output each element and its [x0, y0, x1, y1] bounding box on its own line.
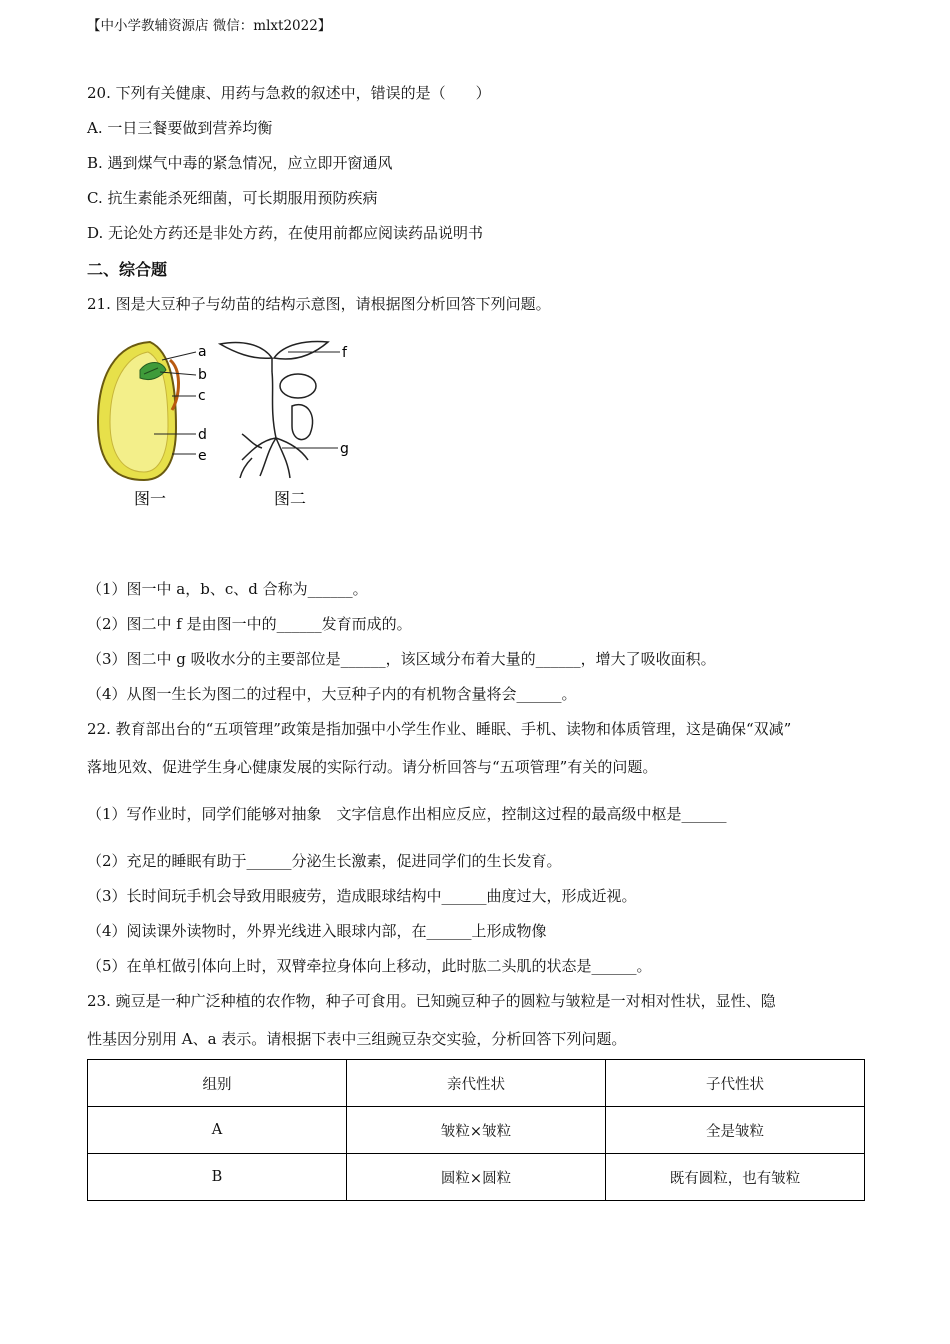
table-row — [88, 1154, 865, 1201]
q22-sub-1: （1）写作业时，同学们能够对抽象 文字信息作出相应反应，控制这过程的最高级中枢是______ — [87, 805, 727, 823]
q20-option-c: C. 抗生素能杀死细菌，可长期服用预防疾病 — [87, 189, 378, 207]
q22-stem-line-1: 22. 教育部出台的“五项管理”政策是指加强中小学生作业、睡眠、手机、读物和体质管理，这是确保“双减” — [87, 720, 792, 738]
section-title: 二、综合题 — [87, 260, 168, 279]
table-cell: B — [88, 1154, 347, 1201]
q21-stem: 21. 图是大豆种子与幼苗的结构示意图，请根据图分析回答下列问题。 — [87, 295, 551, 313]
q21-sub-2: （2）图二中 f 是由图一中的______发育而成的。 — [87, 615, 412, 633]
table-cell: 既有圆粒，也有皱粒 — [606, 1154, 865, 1201]
table-header-cell: 组别 — [88, 1060, 347, 1107]
q21-sub-3: （3）图二中 g 吸收水分的主要部位是______，该区域分布着大量的______，增大了吸收面积。 — [87, 650, 716, 668]
table-row — [88, 1107, 865, 1154]
label-a: a — [198, 344, 207, 360]
seed-illustration — [98, 342, 179, 480]
q20-option-a: A. 一日三餐要做到营养均衡 — [87, 119, 273, 137]
table-header-cell: 亲代性状 — [347, 1060, 606, 1107]
table-cell: 全是皱粒 — [606, 1107, 865, 1154]
q22-stem-line-2: 落地见效、促进学生身心健康发展的实际行动。请分析回答与“五项管理”有关的问题。 — [87, 758, 658, 776]
caption-figure-1: 图一 — [134, 489, 167, 508]
q22-sub-2: （2）充足的睡眠有助于______分泌生长激素，促进同学们的生长发育。 — [87, 852, 562, 870]
q20-stem: 20. 下列有关健康、用药与急救的叙述中，错误的是（ ） — [87, 84, 491, 102]
label-c: c — [198, 388, 206, 404]
table-header-row — [88, 1060, 865, 1107]
table-cell: 圆粒×圆粒 — [347, 1154, 606, 1201]
label-b: b — [198, 367, 207, 383]
table-header-cell: 子代性状 — [606, 1060, 865, 1107]
caption-figure-2: 图二 — [274, 489, 307, 508]
q21-sub-1: （1）图一中 a，b、c、d 合称为______。 — [87, 580, 368, 598]
label-f: f — [342, 345, 347, 361]
label-g: g — [340, 441, 349, 457]
q21-sub-4: （4）从图一生长为图二的过程中，大豆种子内的有机物含量将会______。 — [87, 685, 577, 703]
q20-option-b: B. 遇到煤气中毒的紧急情况，应立即开窗通风 — [87, 154, 393, 172]
table-cell: A — [88, 1107, 347, 1154]
cross-experiment-table — [87, 1059, 865, 1201]
q22-sub-3: （3）长时间玩手机会导致用眼疲劳，造成眼球结构中______曲度过大，形成近视。 — [87, 887, 637, 905]
page-header: 【中小学教辅资源店 微信：mlxt2022】 — [87, 18, 332, 34]
q22-sub-5: （5）在单杠做引体向上时，双臂牵拉身体向上移动，此时肱二头肌的状态是______。 — [87, 957, 652, 975]
table-cell: 皱粒×皱粒 — [347, 1107, 606, 1154]
q22-sub-4: （4）阅读课外读物时，外界光线进入眼球内部，在______上形成物像 — [87, 922, 547, 940]
soybean-figure — [92, 330, 382, 520]
label-e: e — [198, 448, 207, 464]
q20-option-d: D. 无论处方药还是非处方药，在使用前都应阅读药品说明书 — [87, 224, 484, 242]
q23-stem-line-2: 性基因分别用 A、a 表示。请根据下表中三组豌豆杂交实验，分析回答下列问题。 — [87, 1030, 627, 1048]
q23-stem-line-1: 23. 豌豆是一种广泛种植的农作物，种子可食用。已知豌豆种子的圆粒与皱粒是一对相对性状，显性、隐 — [87, 992, 776, 1010]
seedling-illustration — [220, 342, 328, 478]
label-d: d — [198, 427, 207, 443]
